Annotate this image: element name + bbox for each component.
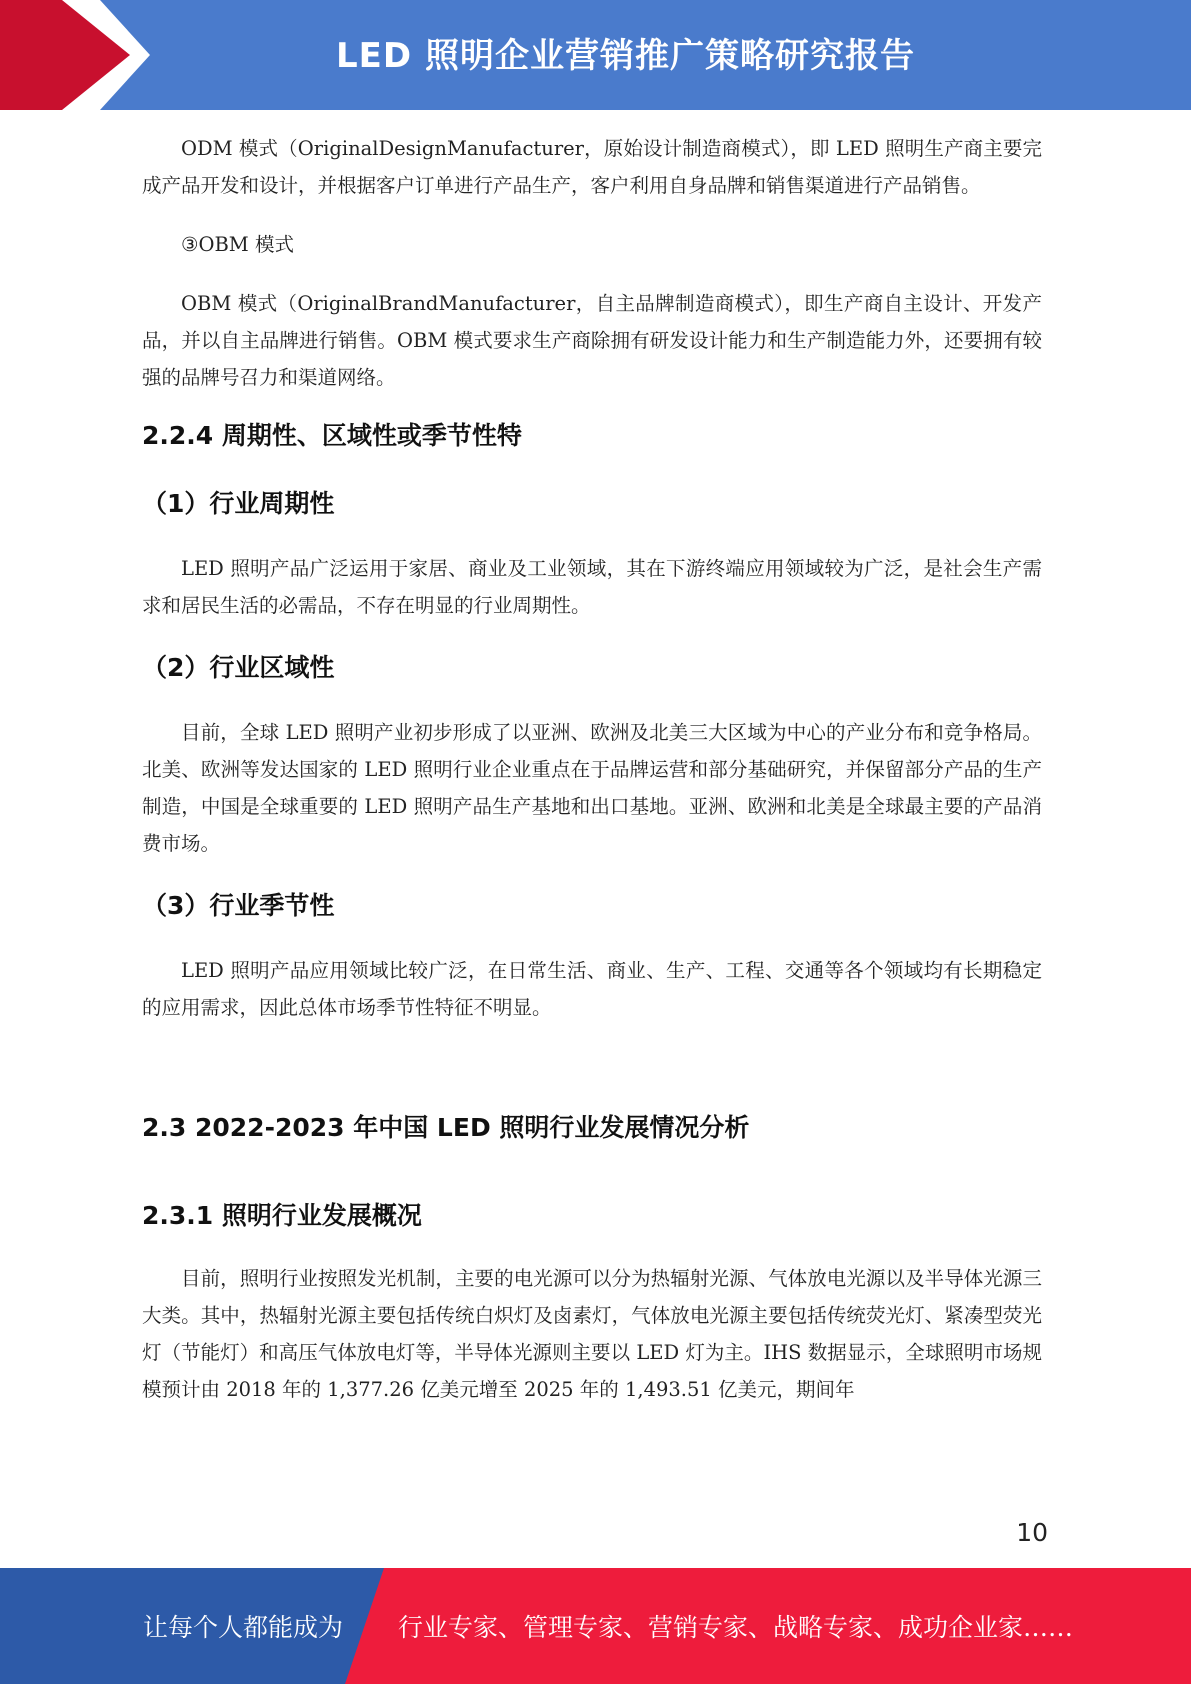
paragraph-cyclicality: LED 照明产品广泛运用于家居、商业及工业领域，其在下游终端应用领域较为广泛，是社会生产需求和居民生活的必需品，不存在明显的行业周期性。 [142,557,1042,617]
subsection-heading-cyclicality: （1）行业周期性 [142,489,335,518]
section-heading-2-3: 2.3 2022-2023 年中国 LED 照明行业发展情况分析 [142,1113,750,1142]
page-body [142,130,1042,1408]
page-number: 10 [1016,1518,1048,1547]
header-arrow-decoration [0,0,160,110]
paragraph-odm: ODM 模式（OriginalDesignManufacturer，原始设计制造商模式），即 LED 照明生产商主要完成产品开发和设计，并根据客户订单进行产品生产，客户利用自身品牌和销售渠道进行产品销售。 [142,137,1042,197]
section-heading-2-2-4: 2.2.4 周期性、区域性或季节性特 [142,421,522,450]
paragraph-seasonality: LED 照明产品应用领域比较广泛，在日常生活、商业、生产、工程、交通等各个领域均有长期稳定的应用需求，因此总体市场季节性特征不明显。 [142,959,1042,1019]
subsection-heading-seasonality: （3）行业季节性 [142,891,335,920]
footer-slogan-left: 让每个人都能成为 [143,1613,344,1642]
paragraph-industry-overview: 目前，照明行业按照发光机制，主要的电光源可以分为热辐射光源、气体放电光源以及半导体光源三大类。其中，热辐射光源主要包括传统白炽灯及卤素灯，气体放电光源主要包括传统荧光灯、紧凑型荧光灯（节能灯）和高压气体放电灯等，半导体光源则主要以 LED 灯为主。IHS 数据显示，全球照明市场规模预计由 2018 年的 1,377.26 亿美元增至 2025 年的 1,493.51 亿美元，期间年 [142,1267,1042,1401]
paragraph-obm-heading: ③OBM 模式 [181,233,294,256]
page-header [0,0,1191,110]
paragraph-regionality: 目前，全球 LED 照明产业初步形成了以亚洲、欧洲及北美三大区域为中心的产业分布和竞争格局。北美、欧洲等发达国家的 LED 照明行业企业重点在于品牌运营和部分基础研究，并保留部分产品的生产制造，中国是全球重要的 LED 照明产品生产基地和出口基地。亚洲、欧洲和北美是全球最主要的产品消费市场。 [142,721,1042,855]
page-footer [0,1568,1191,1684]
report-title: LED 照明企业营销推广策略研究报告 [336,36,915,76]
section-heading-2-3-1: 2.3.1 照明行业发展概况 [142,1201,422,1230]
paragraph-obm: OBM 模式（OriginalBrandManufacturer，自主品牌制造商模式），即生产商自主设计、开发产品，并以自主品牌进行销售。OBM 模式要求生产商除拥有研发设计能力和生产制造能力外，还要拥有较强的品牌号召力和渠道网络。 [142,292,1042,389]
subsection-heading-regionality: （2）行业区域性 [142,653,335,682]
footer-slogan-right: 行业专家、管理专家、营销专家、战略专家、成功企业家…… [398,1613,1074,1642]
